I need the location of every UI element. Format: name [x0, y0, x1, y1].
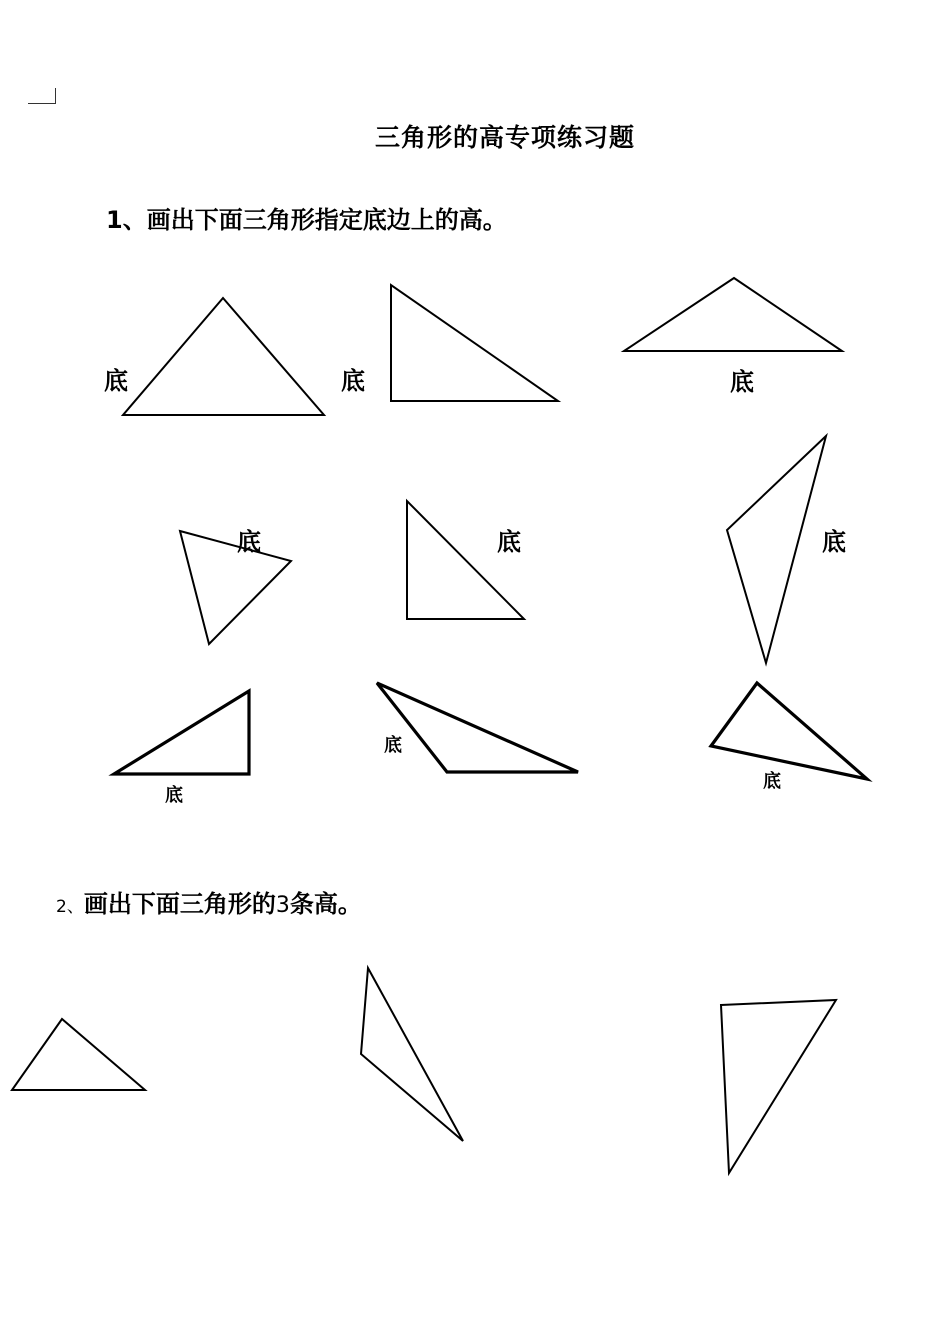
base-label-7: 底 — [165, 785, 183, 806]
base-label-1: 底 — [104, 366, 128, 395]
triangle-4 — [180, 531, 291, 644]
triangle-8 — [377, 683, 578, 772]
question-2-number: 2、 — [56, 897, 84, 917]
base-label-8: 底 — [384, 735, 402, 756]
base-label-6: 底 — [822, 527, 846, 556]
triangle-2 — [391, 285, 558, 401]
base-label-5: 底 — [497, 527, 521, 556]
base-label-3: 底 — [730, 367, 754, 396]
triangle-5 — [407, 501, 524, 619]
triangle-6 — [727, 436, 826, 663]
question-1-prompt: 1、画出下面三角形指定底边上的高。 — [106, 206, 507, 234]
question-2-text-a: 画出下面三角形的 — [83, 890, 276, 918]
base-label-4: 底 — [237, 527, 261, 556]
question-2-text-b: 条高。 — [289, 890, 362, 918]
triangle-9 — [711, 683, 867, 779]
worksheet-title: 三角形的高专项练习题 — [374, 123, 635, 152]
triangle-11 — [361, 968, 463, 1141]
triangle-1 — [123, 298, 324, 415]
base-label-2: 底 — [341, 366, 365, 395]
question-2-count: 3 — [275, 893, 290, 918]
triangle-12 — [721, 1000, 836, 1173]
triangle-10 — [12, 1019, 145, 1090]
triangle-7 — [114, 691, 249, 774]
base-label-9: 底 — [763, 771, 781, 792]
page-corner-mark — [28, 88, 56, 104]
triangle-3 — [624, 278, 842, 351]
question-2-prompt — [56, 884, 362, 919]
